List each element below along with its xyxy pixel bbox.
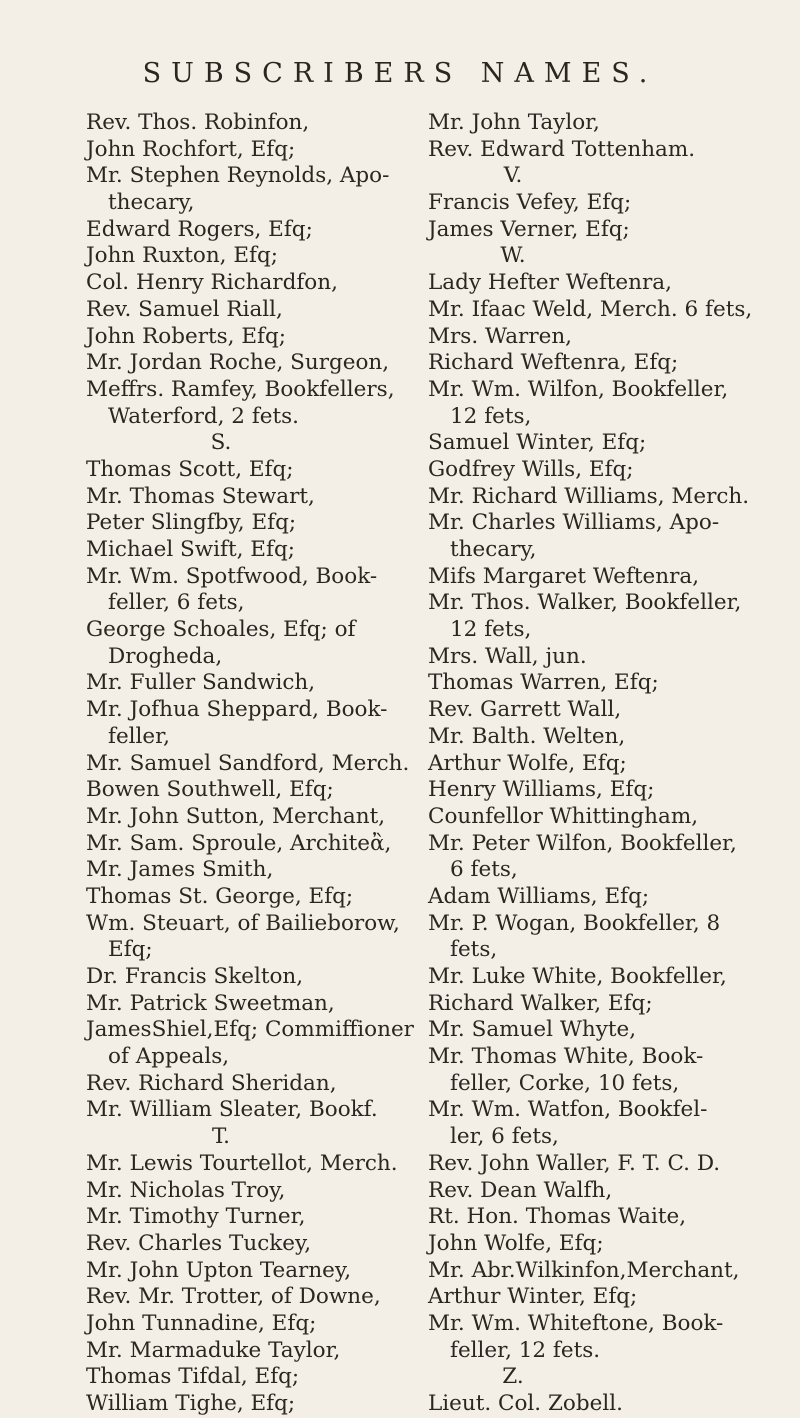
page-heading: SUBSCRIBERS NAMES. (142, 58, 658, 89)
subscriber-line: Mr. Samuel Whyte, (428, 1017, 637, 1043)
subscriber-line: feller, 12 fets. (450, 1337, 601, 1363)
subscriber-line: Mr. Marmaduke Taylor, (86, 1337, 341, 1363)
subscriber-line: Mr. John Taylor, (428, 110, 600, 135)
subscriber-line: Thomas Scott, Efq; (86, 456, 294, 482)
subscriber-line: Mr. Abr.Wilkinfon,Merchant, (428, 1257, 740, 1283)
subscriber-line: Counfellor Whittingham, (428, 803, 699, 829)
subscriber-line: John Wolfe, Efq; (428, 1230, 604, 1256)
right-column (428, 110, 788, 1418)
subscriber-line: Mr. Peter Wilfon, Bookfeller, (428, 830, 737, 856)
subscriber-line: Mr. Wm. Watfon, Bookfel- (428, 1097, 708, 1123)
subscriber-line: Mr. Patrick Sweetman, (86, 990, 335, 1016)
subscriber-line: Rev. Mr. Trotter, of Downe, (86, 1284, 381, 1310)
subscriber-line: Rev. Samuel Riall, (86, 296, 283, 322)
subscriber-line: Mr. John Upton Tearney, (86, 1257, 352, 1283)
subscriber-line: Richard Walker, Efq; (428, 990, 653, 1016)
subscriber-line: Mr. Jofhua Sheppard, Book- (86, 697, 388, 723)
subscriber-line: Rev. Edward Tottenham. (428, 136, 696, 162)
subscriber-line: Mr. Wm. Spotfwood, Book- (86, 563, 378, 589)
subscriber-line: Rev. Thos. Robinfon, (86, 110, 310, 135)
subscriber-line: Mr. Lewis Tourtellot, Merch. (86, 1150, 398, 1176)
subscriber-line: Col. Henry Richardfon, (86, 270, 338, 296)
subscriber-line: Mr. Wm. Wilfon, Bookfeller, (428, 376, 729, 402)
subscriber-line: feller, (108, 723, 170, 749)
subscriber-line: Lady Hefter Weftenra, (428, 270, 672, 296)
subscriber-line: thecary, (108, 190, 195, 216)
section-letter: S. (210, 430, 232, 456)
subscriber-line: Rev. Dean Walfh, (428, 1177, 613, 1203)
subscriber-line: Mr. Richard Williams, Merch. (428, 483, 750, 509)
subscriber-line: Mr. James Smith, (86, 857, 274, 883)
subscriber-line: Efq; (108, 937, 153, 963)
section-letter: V. (503, 163, 523, 189)
subscriber-line: Michael Swift, Efq; (86, 537, 295, 562)
subscriber-line: William Tighe, Efq; (86, 1391, 296, 1416)
subscriber-line: Mr. Charles Williams, Apo- (428, 510, 720, 536)
subscriber-line: Arthur Wolfe, Efq; (428, 750, 627, 776)
subscriber-line: Mr. Samuel Sandford, Merch. (86, 750, 410, 776)
subscriber-line: Mr. Fuller Sandwich, (86, 670, 316, 696)
subscriber-line: 6 fets, (450, 857, 518, 883)
subscriber-line: Mr. Wm. Whiteftone, Book- (428, 1310, 724, 1336)
subscriber-line: Rev. John Waller, F. T. C. D. (428, 1150, 721, 1176)
subscriber-line: Mr. Nicholas Troy, (86, 1177, 286, 1203)
subscriber-line: Lieut. Col. Zobell. (428, 1391, 623, 1416)
subscriber-line: Mr. Ifaac Weld, Merch. 6 fets, (428, 296, 753, 322)
subscriber-line: Waterford, 2 fets. (108, 403, 300, 429)
section-letter: W. (500, 243, 526, 269)
subscriber-line: fets, (450, 937, 498, 963)
subscriber-line: ler, 6 fets, (450, 1124, 559, 1150)
subscriber-line: Richard Weftenra, Efq; (428, 350, 679, 376)
subscriber-line: JamesShiel,Efq; Commiffioner (86, 1017, 414, 1043)
subscriber-line: Wm. Steuart, of Bailieborow, (86, 910, 400, 936)
subscriber-line: 12 fets, (450, 617, 532, 643)
subscriber-line: Mr. Stephen Reynolds, Apo- (86, 163, 390, 189)
subscriber-line: Francis Vefey, Efq; (428, 190, 632, 216)
subscriber-line: Mr. Balth. Welten, (428, 723, 626, 749)
subscriber-line: Godfrey Wills, Efq; (428, 456, 634, 482)
subscriber-line: George Schoales, Efq; of (86, 617, 356, 643)
subscriber-line: Rt. Hon. Thomas Waite, (428, 1204, 687, 1230)
subscriber-line: Bowen Southwell, Efq; (86, 777, 334, 803)
subscriber-line: Thomas Warren, Efq; (428, 670, 659, 696)
subscriber-line: Drogheda, (108, 643, 223, 669)
subscriber-line: Thomas Tifdal, Efq; (86, 1364, 300, 1390)
subscriber-line: Rev. Charles Tuckey, (86, 1230, 312, 1256)
subscriber-line: John Rochfort, Efq; (86, 136, 296, 162)
subscriber-line: Mr. P. Wogan, Bookfeller, 8 (428, 910, 721, 936)
subscriber-line: Peter Slingfby, Efq; (86, 510, 297, 536)
subscriber-line: John Tunnadine, Efq; (86, 1310, 317, 1336)
subscriber-line: Rev. Garrett Wall, (428, 697, 622, 723)
subscriber-line: 12 fets, (450, 403, 532, 429)
subscriber-line: Mr. Jordan Roche, Surgeon, (86, 350, 390, 376)
subscriber-line: Mrs. Warren, (428, 323, 573, 349)
subscriber-line: John Roberts, Efq; (86, 323, 286, 349)
subscriber-line: Samuel Winter, Efq; (428, 430, 647, 456)
subscriber-line: Mr. Thomas Stewart, (86, 483, 315, 509)
subscriber-line: Mifs Margaret Weftenra, (428, 563, 700, 589)
subscriber-line: Mr. Sam. Sproule, Architeἂ, (86, 830, 392, 856)
subscriber-line: Mr. William Sleater, Bookf. (86, 1097, 378, 1123)
subscriber-line: Mr. Timothy Turner, (86, 1204, 306, 1230)
subscriber-line: Arthur Winter, Efq; (428, 1284, 638, 1310)
section-letter: T. (211, 1124, 230, 1150)
subscriber-line: Meffrs. Ramfey, Bookfellers, (86, 376, 395, 402)
subscriber-line: thecary, (450, 537, 537, 562)
subscriber-line: Edward Rogers, Efq; (86, 216, 313, 242)
subscriber-line: feller, 6 fets, (108, 590, 245, 616)
section-letter: Z. (502, 1364, 524, 1390)
subscriber-line: Rev. Richard Sheridan, (86, 1070, 337, 1096)
subscriber-line: Thomas St. George, Efq; (86, 883, 354, 909)
subscriber-line: Mr. Thos. Walker, Bookfeller, (428, 590, 742, 616)
subscriber-line: John Ruxton, Efq; (86, 243, 279, 269)
subscriber-line: Henry Williams, Efq; (428, 777, 655, 803)
subscriber-line: Adam Williams, Efq; (428, 883, 650, 909)
subscriber-line: Dr. Francis Skelton, (86, 964, 304, 989)
subscriber-line: Mr. Luke White, Bookfeller, (428, 964, 727, 989)
subscriber-line: feller, Corke, 10 fets, (450, 1070, 680, 1096)
subscriber-line: James Verner, Efq; (428, 216, 630, 242)
subscriber-line: Mr. John Sutton, Merchant, (86, 803, 386, 829)
subscriber-line: of Appeals, (108, 1044, 230, 1070)
subscriber-line: Mr. Thomas White, Book- (428, 1044, 704, 1070)
subscriber-line: Mrs. Wall, jun. (428, 643, 587, 669)
left-column (86, 110, 426, 1418)
